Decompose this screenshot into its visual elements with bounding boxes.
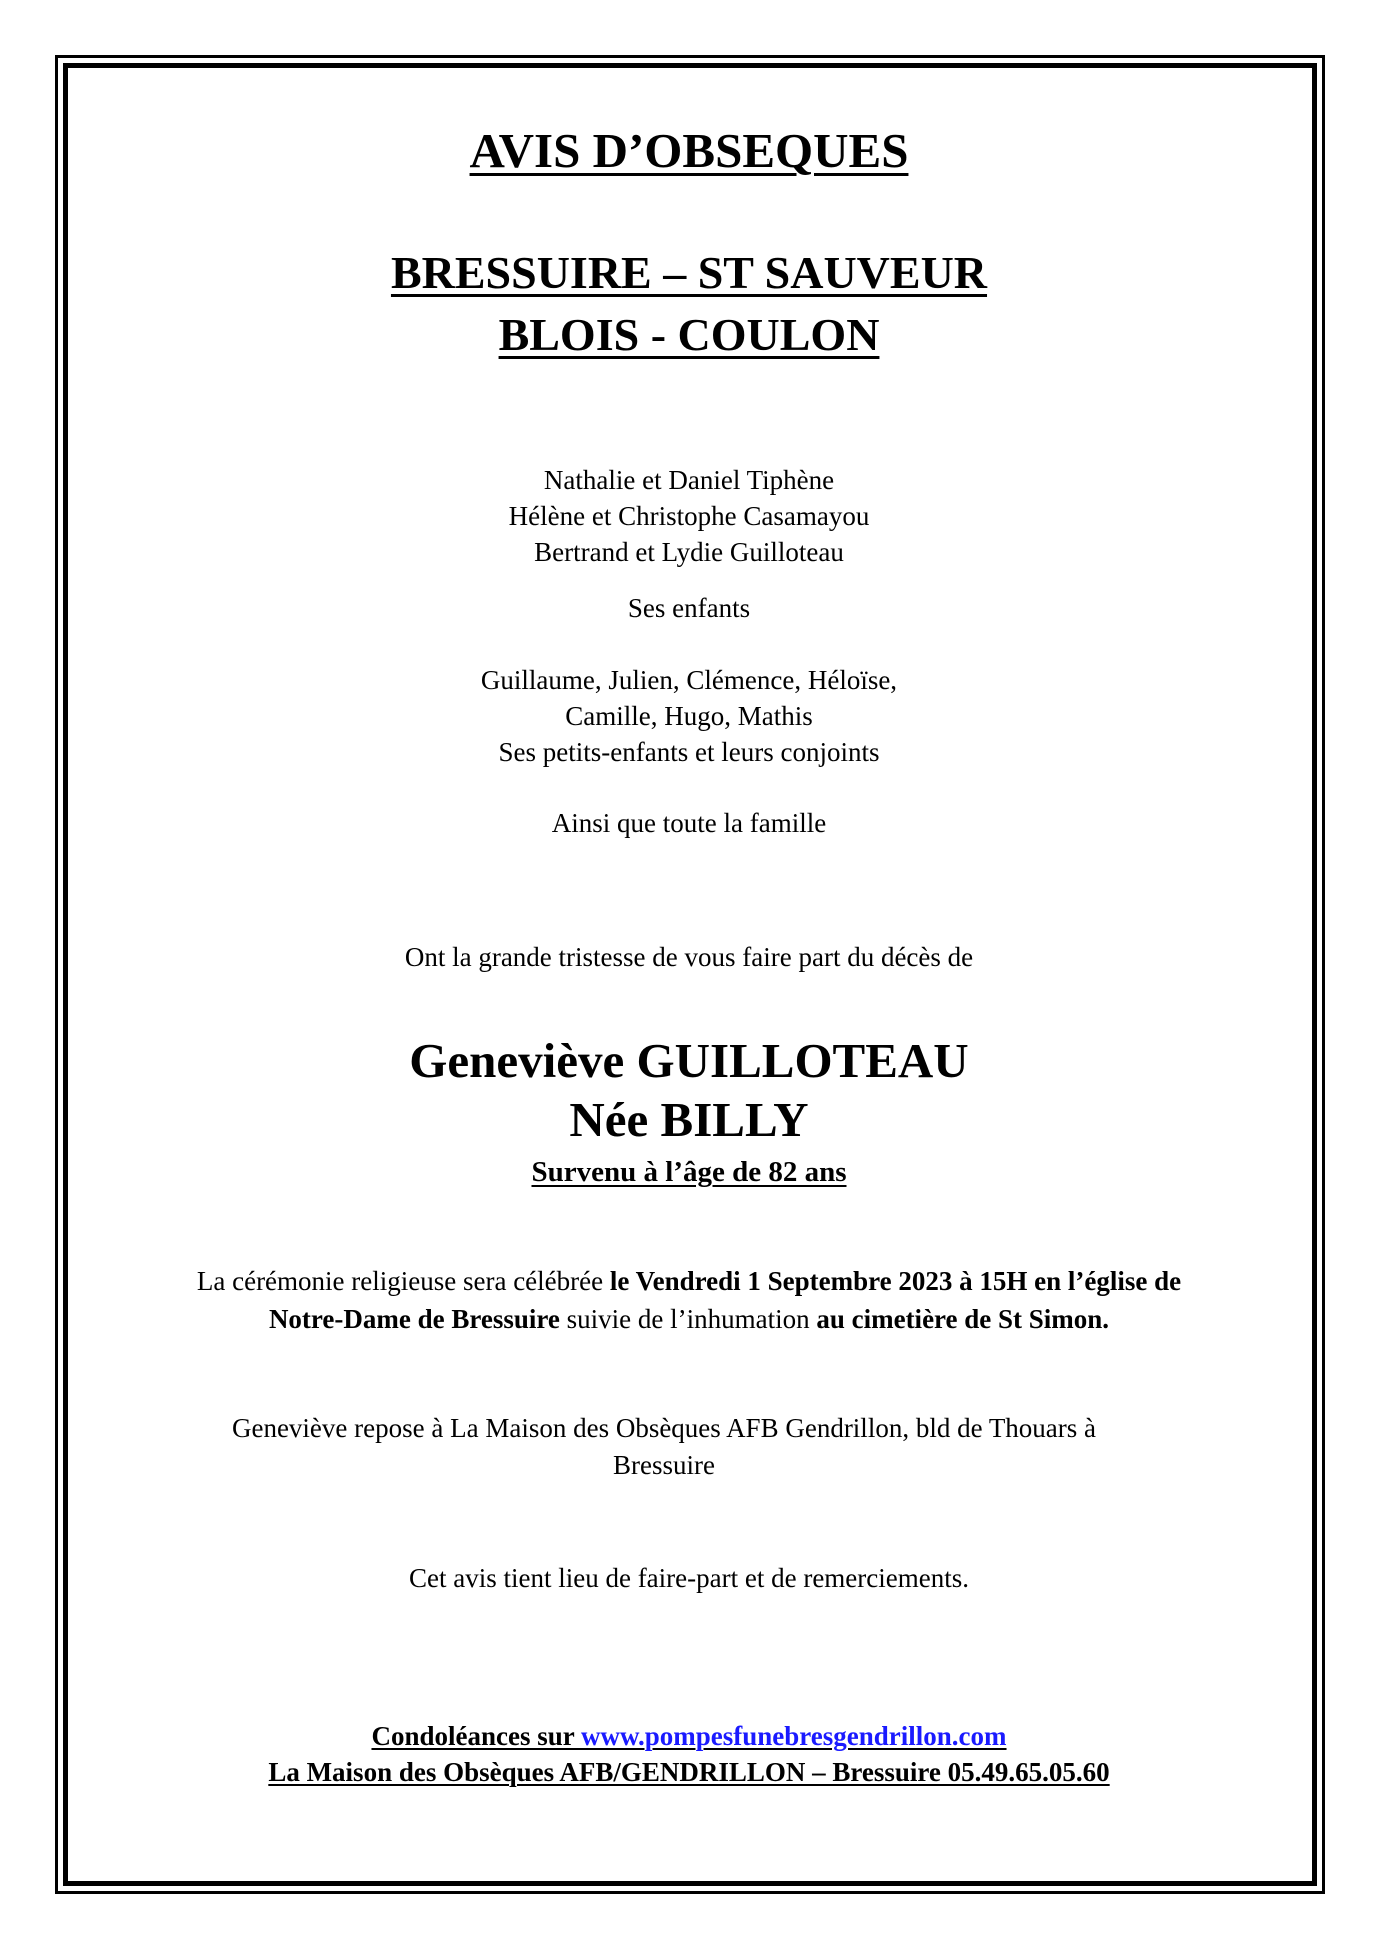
condolences-label: Condoléances sur	[371, 1721, 581, 1751]
grandchildren-line-1: Guillaume, Julien, Clémence, Héloïse,	[480, 665, 898, 695]
announcement-text: Ont la grande tristesse de vous faire part du décès de	[404, 942, 974, 972]
deceased-name: Geneviève GUILLOTEAU	[409, 1033, 969, 1088]
ceremony-cemetery: au cimetière de St Simon.	[816, 1304, 1110, 1334]
age-note: Survenu à l’âge de 82 ans	[531, 1156, 847, 1188]
child-couple-2: Hélène et Christophe Casamayou	[508, 501, 870, 531]
deceased-maiden-name: Née BILLY	[569, 1092, 809, 1147]
ceremony-line-2	[90, 1304, 1288, 1335]
child-couple-3: Bertrand et Lydie Guilloteau	[534, 537, 844, 567]
page-title: AVIS D’OBSEQUES	[469, 123, 909, 178]
grandchildren-label: Ses petits-enfants et leurs conjoints	[498, 737, 880, 767]
grandchildren-line-2: Camille, Hugo, Mathis	[565, 701, 813, 731]
repose-line-2: Bressuire	[613, 1450, 715, 1480]
ceremony-text-2: suivie de l’inhumation	[559, 1304, 817, 1334]
condolences-line	[90, 1721, 1288, 1752]
ceremony-church: Notre-Dame de Bressuire	[268, 1304, 560, 1334]
website-link[interactable]: www.pompesfunebresgendrillon.com	[581, 1721, 1007, 1751]
location-line-1: BRESSUIRE – ST SAUVEUR	[390, 247, 988, 298]
child-couple-1: Nathalie et Daniel Tiphène	[543, 465, 835, 495]
ceremony-text-1: La cérémonie religieuse sera célébrée	[196, 1266, 610, 1296]
ceremony-line-1	[90, 1266, 1288, 1297]
notice-text: Cet avis tient lieu de faire-part et de remerciements.	[409, 1563, 969, 1593]
location-line-2: BLOIS - COULON	[498, 309, 880, 360]
family-label: Ainsi que toute la famille	[551, 808, 827, 838]
company-line: La Maison des Obsèques AFB/GENDRILLON – Bressuire 05.49.65.05.60	[268, 1757, 1110, 1787]
repose-line-1: Geneviève repose à La Maison des Obsèques AFB Gendrillon, bld de Thouars à	[231, 1413, 1097, 1443]
children-label: Ses enfants	[627, 593, 751, 623]
ceremony-date-place: le Vendredi 1 Septembre 2023 à 15H en l’église de	[609, 1266, 1182, 1296]
